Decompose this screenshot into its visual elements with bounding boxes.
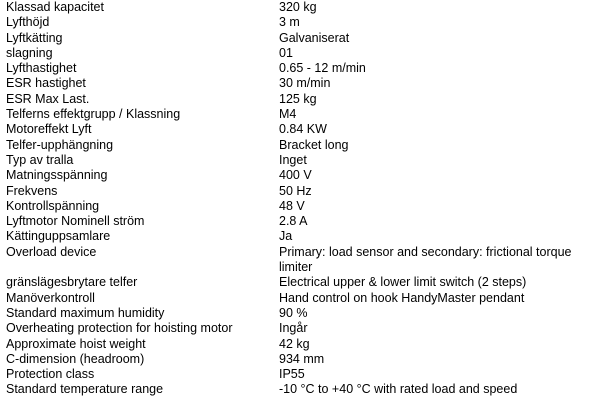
spec-row	[0, 76, 598, 91]
spec-label: C-dimension (headroom)	[6, 351, 145, 366]
spec-row	[0, 382, 598, 397]
spec-value: 30 m/min	[279, 76, 331, 91]
spec-label: Lyfthastighet	[6, 61, 77, 76]
spec-label: Protection class	[6, 367, 95, 382]
spec-value: Ingår	[279, 321, 308, 336]
spec-value: 42 kg	[279, 336, 310, 351]
spec-label: Overload device	[6, 244, 97, 259]
spec-label: Kättinguppsamlare	[6, 229, 111, 244]
spec-value: Electrical upper & lower limit switch (2 steps)	[279, 275, 527, 290]
spec-row	[0, 138, 598, 153]
spec-row	[0, 352, 598, 367]
spec-value: 0.84 KW	[279, 122, 327, 137]
spec-row	[0, 168, 598, 183]
spec-value: Hand control on hook HandyMaster pendant	[279, 290, 525, 305]
spec-value: 48 V	[279, 198, 305, 213]
spec-value: 01	[279, 45, 293, 60]
spec-label: Lyftmotor Nominell ström	[6, 214, 145, 229]
spec-value: 50 Hz	[279, 183, 312, 198]
spec-value: 125 kg	[279, 91, 317, 106]
spec-value: M4	[279, 107, 297, 122]
spec-label: Klassad kapacitet	[6, 0, 104, 14]
spec-row	[0, 367, 598, 382]
spec-row	[0, 0, 598, 15]
spec-row	[0, 306, 598, 321]
spec-label: ESR hastighet	[6, 76, 86, 91]
spec-label: slagning	[6, 45, 53, 60]
spec-value: 2.8 A	[279, 214, 308, 229]
spec-label: Lyfthöjd	[6, 15, 50, 30]
spec-value: 400 V	[279, 168, 312, 183]
spec-row	[0, 122, 598, 137]
spec-label: Approximate hoist weight	[6, 336, 146, 351]
spec-value: -10 °C to +40 °C with rated load and speed	[279, 382, 518, 397]
spec-label: ESR Max Last.	[6, 91, 90, 106]
spec-label: Matningsspänning	[6, 168, 108, 183]
spec-label: Telfer-upphängning	[6, 137, 114, 152]
spec-row	[0, 321, 598, 336]
spec-row	[0, 15, 598, 30]
spec-value: 0.65 - 12 m/min	[279, 61, 366, 76]
spec-row	[0, 337, 598, 352]
spec-value: Galvaniserat	[279, 30, 350, 45]
spec-value: Inget	[279, 152, 307, 167]
spec-label: Manöverkontroll	[6, 290, 95, 305]
spec-row	[0, 275, 598, 290]
spec-label: gränslägesbrytare telfer	[6, 275, 138, 290]
spec-row	[0, 153, 598, 168]
spec-label: Typ av tralla	[6, 152, 74, 167]
spec-label: Telferns effektgrupp / Klassning	[6, 107, 181, 122]
spec-row	[0, 184, 598, 199]
spec-row	[0, 214, 598, 229]
spec-value: IP55	[279, 367, 305, 382]
spec-value: Primary: load sensor and secondary: frictional torque limiter	[279, 244, 572, 275]
spec-row	[0, 61, 598, 76]
spec-value: 3 m	[279, 15, 300, 30]
spec-row	[0, 199, 598, 214]
spec-label: Standard maximum humidity	[6, 305, 165, 320]
spec-row	[0, 229, 598, 244]
spec-label: Motoreffekt Lyft	[6, 122, 92, 137]
spec-row	[0, 245, 598, 276]
spec-label: Overheating protection for hoisting motor	[6, 321, 233, 336]
spec-label: Frekvens	[6, 183, 58, 198]
spec-row	[0, 291, 598, 306]
spec-row	[0, 31, 598, 46]
spec-label: Kontrollspänning	[6, 198, 100, 213]
spec-row	[0, 92, 598, 107]
spec-row	[0, 107, 598, 122]
spec-label: Lyftkätting	[6, 30, 63, 45]
spec-value: Ja	[279, 229, 293, 244]
spec-label: Standard temperature range	[6, 382, 164, 397]
spec-value: 90 %	[279, 305, 308, 320]
spec-row	[0, 46, 598, 61]
spec-value: 934 mm	[279, 351, 325, 366]
spec-value: Bracket long	[279, 137, 349, 152]
spec-value: 320 kg	[279, 0, 317, 14]
